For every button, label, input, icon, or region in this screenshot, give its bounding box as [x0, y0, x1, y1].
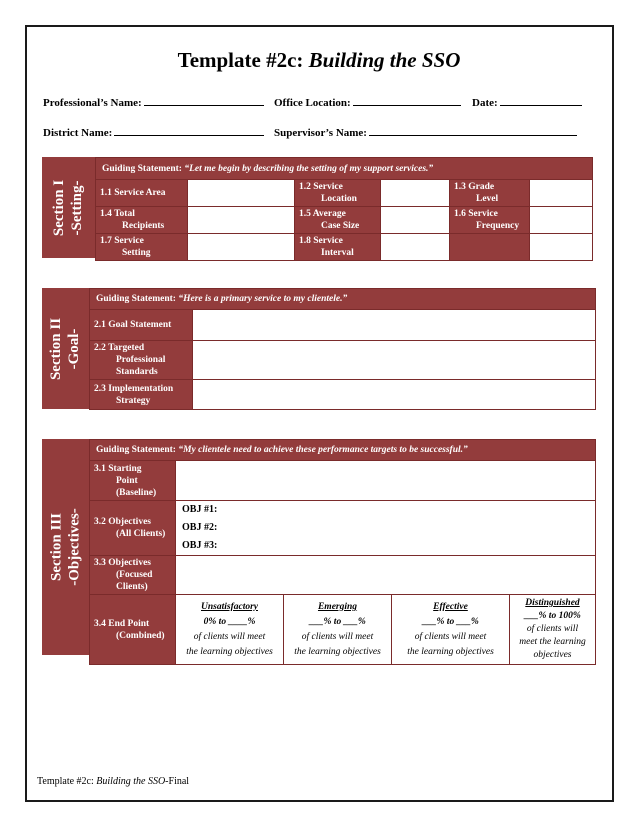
section1-input-1-1[interactable] [188, 180, 295, 207]
section2-input-2-1[interactable] [193, 310, 596, 341]
endpoint-unsatisfactory[interactable]: Unsatisfactory 0% to ____% of clients will meet the learning objectives [176, 595, 284, 665]
section1-item-1-6: 1.6 Service Frequency [450, 207, 530, 234]
section1-item-1-8: 1.8 Service Interval [295, 234, 381, 261]
section1-side-title: Section I [51, 179, 68, 236]
section1-item-1-3: 1.3 Grade Level [450, 180, 530, 207]
section1-item-1-1: 1.1 Service Area [96, 180, 188, 207]
section2-item-2-3: 2.3 Implementation Strategy [90, 380, 193, 410]
section1-side-subtitle: -Setting- [69, 180, 86, 235]
section1-table [95, 157, 593, 261]
section3-item-3-2: 3.2 Objectives (All Clients) [90, 501, 176, 556]
date-field [472, 96, 582, 109]
section1-input-1-2[interactable] [381, 180, 450, 207]
professional-name-field [43, 96, 264, 109]
section3-table [89, 439, 596, 665]
professional-name-line[interactable] [144, 96, 264, 106]
section3-side-title: Section III [48, 513, 65, 581]
section1-input-1-4[interactable] [188, 207, 295, 234]
section1-input-1-8[interactable] [381, 234, 450, 261]
district-name-line[interactable] [114, 126, 264, 136]
supervisor-name-field [274, 126, 577, 139]
section3-input-3-1[interactable] [176, 461, 596, 501]
objective-1: OBJ #1: [182, 504, 218, 515]
section1-input-1-3[interactable] [530, 180, 593, 207]
supervisor-name-label: Supervisor’s Name: [274, 127, 367, 139]
title-prefix: Template #2c: [177, 48, 309, 72]
section2-item-2-2: 2.2 Targeted Professional Standards [90, 341, 193, 380]
office-location-field [274, 96, 461, 109]
section1-side-label [42, 157, 95, 258]
section1-blank-input[interactable] [530, 234, 593, 261]
page-title [0, 48, 638, 73]
endpoint-distinguished[interactable]: Distinguished ___% to 100% of clients will meet the learning objectives [510, 595, 596, 665]
supervisor-name-line[interactable] [369, 126, 577, 136]
section1-item-1-2: 1.2 Service Location [295, 180, 381, 207]
section1-guiding-statement: Guiding Statement: “Let me begin by describing the setting of my support services.” [96, 158, 593, 180]
professional-name-label: Professional’s Name: [43, 97, 142, 109]
section3-item-3-4: 3.4 End Point (Combined) [90, 595, 176, 665]
section2-guiding-statement: Guiding Statement: “Here is a primary service to my clientele.” [90, 289, 596, 310]
section2-input-2-2[interactable] [193, 341, 596, 380]
section2-table [89, 288, 596, 410]
section2-side-subtitle: -Goal- [66, 328, 83, 369]
section3-side-subtitle: -Objectives- [66, 508, 83, 586]
page-frame [25, 25, 614, 802]
section1-input-1-5[interactable] [381, 207, 450, 234]
section2-item-2-1: 2.1 Goal Statement [90, 310, 193, 341]
office-location-label: Office Location: [274, 97, 351, 109]
section1-item-1-7: 1.7 Service Setting [96, 234, 188, 261]
section3-side-label [42, 439, 89, 655]
district-name-label: District Name: [43, 127, 113, 139]
endpoint-effective[interactable]: Effective ___% to ___% of clients will meet the learning objectives [392, 595, 510, 665]
section3-item-3-3: 3.3 Objectives (Focused Clients) [90, 556, 176, 595]
section1-blank-label [450, 234, 530, 261]
section1-item-1-5: 1.5 Average Case Size [295, 207, 381, 234]
office-location-line[interactable] [353, 96, 461, 106]
section2-input-2-3[interactable] [193, 380, 596, 410]
title-emphasis: Building the SSO [308, 48, 461, 72]
date-line[interactable] [500, 96, 582, 106]
section2-side-label [42, 288, 89, 409]
endpoint-emerging[interactable]: Emerging ___% to ___% of clients will meet the learning objectives [284, 595, 392, 665]
objective-3: OBJ #3: [182, 540, 218, 551]
section1-item-1-4: 1.4 Total Recipients [96, 207, 188, 234]
section1-input-1-7[interactable] [188, 234, 295, 261]
objective-2: OBJ #2: [182, 522, 218, 533]
section3-input-3-3[interactable] [176, 556, 596, 595]
section3-item-3-1: 3.1 Starting Point (Baseline) [90, 461, 176, 501]
date-label: Date: [472, 97, 498, 109]
section1-input-1-6[interactable] [530, 207, 593, 234]
section3-objectives-list[interactable] [176, 501, 596, 556]
page-footer: Template #2c: Building the SSO-Final [37, 776, 190, 787]
district-name-field [43, 126, 264, 139]
section3-guiding-statement: Guiding Statement: “My clientele need to achieve these performance targets to be successful.” [90, 440, 596, 461]
section2-side-title: Section II [48, 317, 65, 380]
